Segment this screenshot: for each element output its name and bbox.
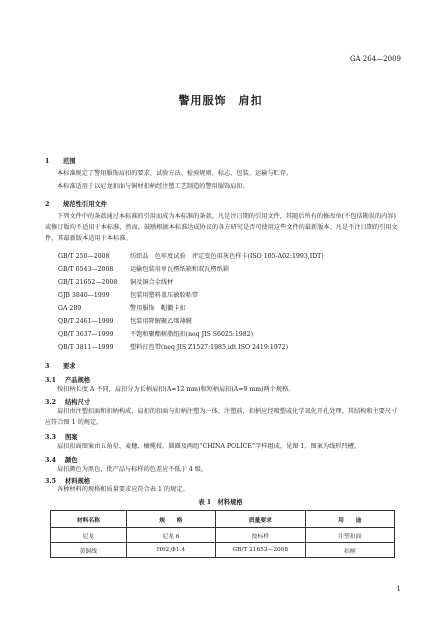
- reference-code: GB/T 250—2008: [58, 253, 110, 260]
- subsection-number: 3.4: [45, 457, 56, 464]
- table-header-cell: 材料名称: [51, 511, 127, 528]
- reference-text: 铜及铜合金线材: [130, 279, 174, 286]
- subsection-number: 3.5: [45, 478, 56, 485]
- subsection-title: 颜色: [65, 457, 78, 464]
- reference-item: [58, 251, 324, 260]
- table-row: [51, 528, 395, 543]
- subsection-3-1-heading: [45, 375, 90, 384]
- section-number: 3: [45, 363, 50, 370]
- subsection-3-3-paragraph: 肩扣扣面图案由五角星、麦穗、橄榄枝、圆圈及两组“CHINA POLICE”字样组成，见图 1。图案为线形凹槽。: [57, 443, 361, 450]
- table-header-cell: 规 格: [126, 511, 215, 528]
- subsection-number: 3.2: [45, 399, 56, 406]
- reference-text: 纺织品 色牢度试验 评定变色用灰色样卡(ISO 105-A02:1993,IDT): [130, 253, 324, 260]
- reference-item: [58, 277, 173, 286]
- table-caption: 表 1 材料规格: [198, 499, 243, 506]
- subsection-3-2-heading: [45, 397, 90, 406]
- table-header-cell: 用 途: [305, 511, 394, 528]
- reference-text: 不饱和聚酯树脂纽扣(neq JIS S6025:1982): [130, 331, 254, 338]
- table-header-row: [51, 511, 395, 528]
- section-1-heading: [45, 156, 76, 165]
- subsection-3-5-heading: [45, 476, 90, 485]
- subsection-title: 材料规格: [65, 478, 91, 485]
- reference-text: 包装用塑料盖压敏胶粘带: [130, 292, 199, 299]
- reference-item: [58, 329, 253, 338]
- section-number: 1: [45, 158, 50, 165]
- subsection-3-3-heading: [45, 432, 78, 441]
- table-cell: 尼龙: [51, 528, 127, 543]
- section-2-paragraph: 下列文件中的条款通过本标准的引用而成为本标准的条款。凡是注日期的引用文件，其随后所有的修改单(不包括勘误的内容)或修订版均不适用于本标准，然而，鼓励根据本标准达成协议的各方研究是否可使用这些文件的最新版本。凡是不注日期的引用文件，其最新版本适用于本标准。: [45, 213, 398, 242]
- subsection-number: 3.3: [45, 434, 56, 441]
- section-1-paragraph-2: 本标准适用于以尼龙扣面与铜材扣柄经注塑工艺制造的警用服饰肩扣。: [57, 183, 249, 190]
- standard-code: GA 264—2009: [349, 55, 401, 63]
- reference-text: 警用服饰 帽徽卡扣: [130, 305, 186, 312]
- page-number: 1: [396, 585, 401, 593]
- reference-text: 包装用降解聚乙烯薄膜: [130, 318, 192, 325]
- subsection-3-4-heading: [45, 455, 78, 464]
- subsection-3-1-paragraph: 按扣柄长度 A 不同，肩扣分为长柄肩扣(A=12 mm)和短柄肩扣(A=9 mm)两个规格。: [57, 386, 295, 393]
- table-row: [51, 543, 395, 558]
- subsection-title: 图案: [65, 434, 78, 441]
- section-title: 规范性引用文件: [63, 201, 108, 208]
- subsection-3-4-paragraph: 肩扣颜色为黑色，批产品与标样的色差应不低于 4 级。: [57, 466, 208, 473]
- table-cell: 黄铜线: [51, 543, 127, 558]
- reference-code: GJB 3840—1999: [58, 292, 110, 299]
- subsection-3-2-paragraph: 肩扣由注塑扣面和扣柄构成，肩扣的扣面与扣柄注塑为一体，注塑前，扣柄应经喷塑或化学氧化开孔处理。其结构和主要尺寸应符合图 1 的规定。: [45, 408, 398, 426]
- reference-item: [58, 290, 198, 299]
- reference-code: QB/T 2461—1999: [58, 318, 114, 325]
- section-2-heading: [45, 199, 107, 208]
- material-spec-table: [50, 510, 395, 558]
- subsection-title: 结构尺寸: [65, 399, 91, 406]
- document-title: 警用服饰 肩扣: [178, 94, 263, 107]
- reference-code: GA 289: [58, 305, 82, 312]
- table-cell: 尼龙 6: [126, 528, 215, 543]
- reference-text: 塑料打包带(neq JIS Z1527:1985,idt ISO 2419:1972): [130, 344, 289, 351]
- section-title: 范围: [63, 158, 76, 165]
- reference-item: [58, 303, 186, 312]
- section-1-paragraph-1: 本标准规定了警用服饰肩扣的要求、试验方法、检验规则、标志、包装、运输与贮存。: [57, 170, 293, 177]
- reference-item: [58, 316, 192, 325]
- subsection-number: 3.1: [45, 377, 56, 384]
- table-cell: GB/T 21652—2008: [216, 543, 305, 558]
- table-cell: 扣柄: [305, 543, 394, 558]
- reference-item: [58, 342, 288, 351]
- section-3-heading: [45, 361, 76, 370]
- table-cell: 按标样: [216, 528, 305, 543]
- reference-code: QB/T 3637—1999: [58, 331, 114, 338]
- subsection-title: 产品规格: [65, 377, 91, 384]
- section-number: 2: [45, 201, 50, 208]
- table-header-cell: 质量要求: [216, 511, 305, 528]
- table-cell: 注塑扣面: [305, 528, 394, 543]
- reference-text: 运输包装用单瓦楞纸箱和双瓦楞纸箱: [130, 266, 229, 273]
- reference-code: GB/T 21652—2008: [58, 279, 118, 286]
- reference-code: GB/T 6543—2008: [58, 266, 114, 273]
- subsection-3-5-paragraph: 各种材料的规格和质量要求应符合表 1 的规定。: [57, 486, 189, 493]
- table-cell: H62,Φ1.4: [126, 543, 215, 558]
- reference-code: QB/T 3811—1999: [58, 344, 114, 351]
- reference-item: [58, 264, 229, 273]
- section-title: 要求: [63, 363, 76, 370]
